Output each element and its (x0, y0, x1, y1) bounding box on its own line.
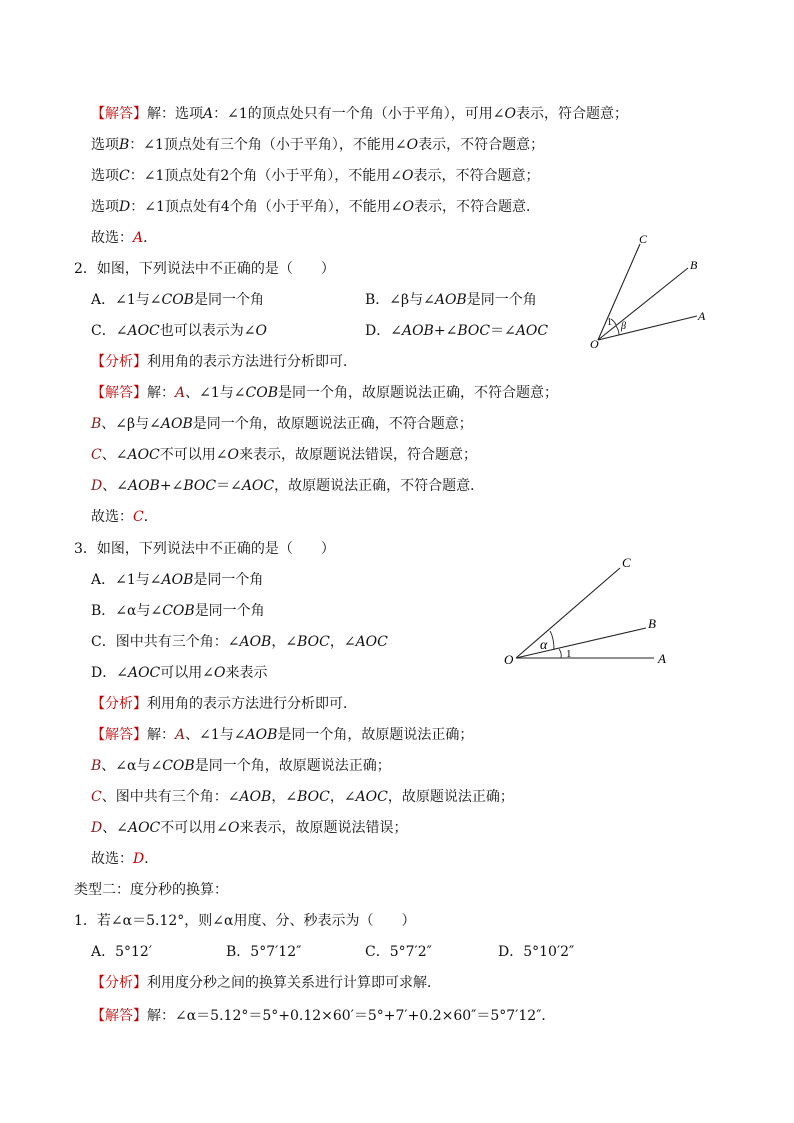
q2-angle-figure (580, 228, 710, 352)
q3-option-d: D．∠AOC可以用∠O来表示 (91, 665, 268, 681)
q2-option-c: C．∠AOC也可以表示为∠O (91, 323, 267, 339)
q4-analysis: 【分析】利用度分秒之间的换算关系进行计算即可求解． (91, 975, 441, 991)
angle-arc-alpha (550, 631, 554, 650)
q3-answer-a: 【解答】解：A、∠1与∠AOB是同一个角，故原题说法正确； (91, 727, 474, 743)
ray-ob (516, 628, 646, 658)
label-c: C (622, 555, 631, 570)
prev-solution-line-b: 选项B：∠1顶点处有三个角（小于平角），不能用∠O表示，不符合题意； (91, 137, 545, 153)
q2-choose-answer: 故选：C． (91, 509, 158, 525)
label-a: A (698, 309, 706, 323)
q2-answer-c: C、∠AOC不可以用∠O来表示，故原题说法错误，符合题意； (91, 447, 477, 463)
label-b: B (690, 258, 698, 272)
label-1: 1 (566, 648, 572, 660)
q2-answer-d: D、∠AOB+∠BOC＝∠AOC，故原题说法正确，不符合题意． (91, 478, 485, 494)
q2-option-b: B．∠β与∠AOB是同一个角 (365, 292, 537, 308)
q3-choose-answer: 故选：D． (91, 851, 159, 867)
q2-option-a: A．∠1与∠COB是同一个角 (91, 292, 264, 308)
answer-tag: 【解答】 (91, 106, 147, 122)
q3-analysis: 【分析】利用角的表示方法进行分析即可． (91, 696, 357, 712)
q3-angle-figure (498, 552, 678, 672)
label-o: O (504, 652, 514, 667)
label-o: O (590, 337, 599, 351)
angle-arc-beta (616, 326, 619, 335)
section-heading-type2: 类型二：度分秒的换算： (74, 882, 228, 898)
prev-choose-answer: 故选：A． (91, 230, 158, 246)
label-b: B (648, 616, 656, 631)
prev-solution-line-a: 【解答】解：选项A：∠1的顶点处只有一个角（小于平角），可用∠O表示，符合题意； (91, 106, 628, 122)
q3-option-a: A．∠1与∠AOB是同一个角 (91, 572, 264, 588)
q3-stem: 3．如图，下列说法中不正确的是（ ） (74, 541, 335, 557)
q4-stem: 1．若∠α＝5.12°，则∠α用度、分、秒表示为（ ） (74, 913, 416, 929)
prev-solution-line-d: 选项D：∠1顶点处有4个角（小于平角），不能用∠O表示，不符合题意． (91, 199, 540, 215)
q4-option-c: C．5°7′2″ (365, 944, 432, 960)
angle-arc-1 (559, 649, 561, 658)
q3-answer-c: C、图中共有三个角：∠AOB，∠BOC，∠AOC，故原题说法正确； (91, 789, 514, 805)
q3-option-b: B．∠α与∠COB是同一个角 (91, 603, 265, 619)
ray-oc (516, 568, 620, 658)
q4-option-a: A．5°12′ (91, 944, 153, 960)
q2-answer-a: 【解答】解：A、∠1与∠COB是同一个角，故原题说法正确，不符合题意； (91, 385, 558, 401)
q2-analysis: 【分析】利用角的表示方法进行分析即可． (91, 354, 357, 370)
q3-answer-d: D、∠AOC不可以用∠O来表示，故原题说法错误； (91, 820, 408, 836)
label-beta: β (621, 321, 626, 332)
ray-oc (598, 244, 640, 340)
label-a: A (658, 651, 666, 666)
q4-option-d: D．5°10′2″ (498, 944, 575, 960)
q3-option-c: C．图中共有三个角：∠AOB，∠BOC，∠AOC (91, 634, 388, 650)
q2-answer-b: B、∠β与∠AOB是同一个角，故原题说法正确，不符合题意； (91, 416, 473, 432)
label-alpha: α (540, 638, 548, 653)
label-c: C (639, 232, 648, 246)
prev-solution-line-c: 选项C：∠1顶点处有2个角（小于平角），不能用∠O表示，不符合题意； (91, 168, 540, 184)
q2-stem: 2．如图，下列说法中不正确的是（ ） (74, 261, 335, 277)
q2-option-d: D．∠AOB+∠BOC＝∠AOC (365, 323, 549, 339)
q3-answer-b: B、∠α与∠COB是同一个角，故原题说法正确； (91, 758, 391, 774)
q4-option-b: B．5°7′12″ (226, 944, 302, 960)
q4-answer: 【解答】解：∠α＝5.12°＝5°+0.12×60′＝5°+7′+0.2×60″＝5°7′12″． (91, 1008, 556, 1024)
label-1: 1 (607, 317, 612, 328)
